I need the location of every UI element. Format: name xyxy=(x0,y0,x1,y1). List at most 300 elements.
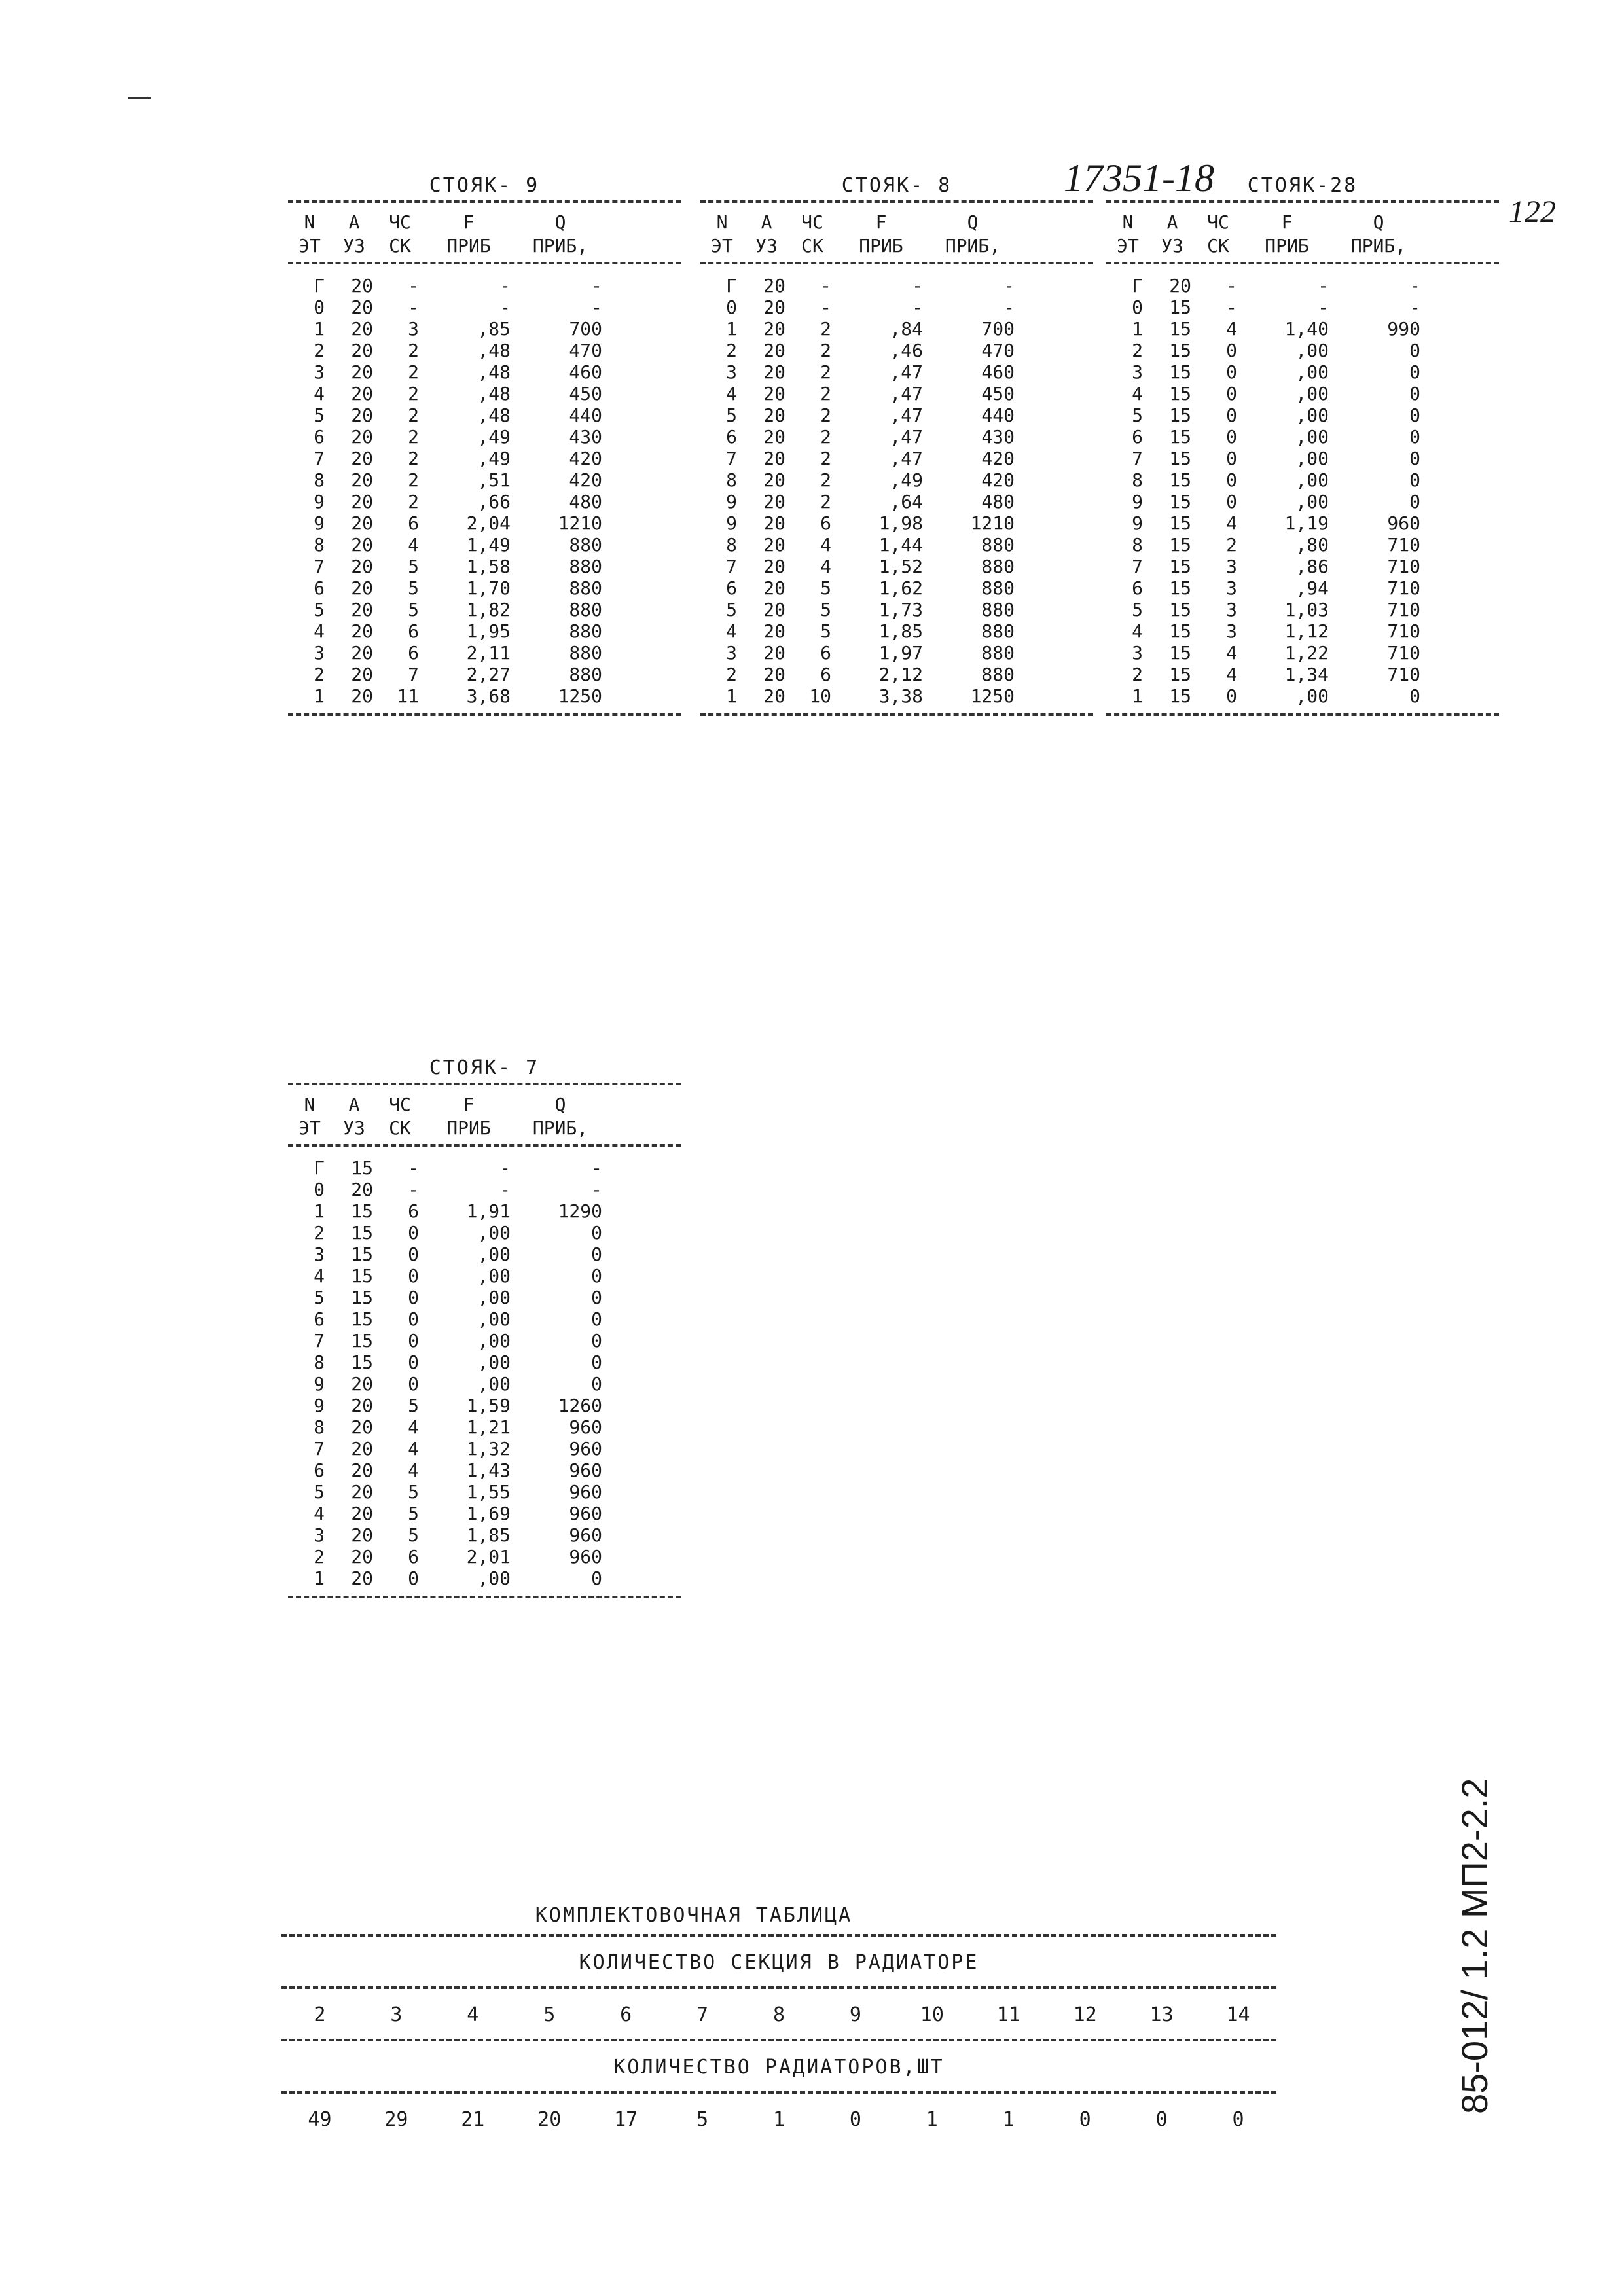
cell-node: 20 xyxy=(763,426,785,448)
cell-sections: 0 xyxy=(408,1222,419,1244)
column-header: ПРИБ, xyxy=(532,1117,588,1139)
cell-node: 15 xyxy=(351,1308,373,1330)
cell-node: 15 xyxy=(1169,534,1191,556)
column-header: ЧС xyxy=(1207,211,1229,233)
cell-heat: 880 xyxy=(569,599,602,620)
cell-sections: 5 xyxy=(820,599,831,620)
cell-floor: 3 xyxy=(314,361,325,383)
section-count-cell: 4 xyxy=(467,2003,479,2026)
cell-node: 15 xyxy=(1169,664,1191,685)
table-rule xyxy=(288,262,681,267)
cell-node: 20 xyxy=(763,577,785,599)
cell-sections: 4 xyxy=(1226,318,1237,340)
table-row xyxy=(288,491,681,512)
table-row xyxy=(288,577,681,599)
cell-heat: 0 xyxy=(1409,404,1420,426)
cell-floor: 2 xyxy=(314,1222,325,1244)
cell-floor: 3 xyxy=(1132,361,1143,383)
cell-floor: 5 xyxy=(314,1287,325,1308)
cell-sections: 0 xyxy=(1226,383,1237,404)
column-header: ЭТ xyxy=(298,235,321,257)
cell-floor: Г xyxy=(726,275,737,296)
cell-area: 1,40 xyxy=(1284,318,1329,340)
table-row xyxy=(288,1222,681,1244)
cell-area: 1,62 xyxy=(878,577,923,599)
cell-sections: 2 xyxy=(820,426,831,448)
cell-area: 1,58 xyxy=(466,556,511,577)
cell-sections: 6 xyxy=(408,1200,419,1222)
column-header: А xyxy=(761,211,772,233)
cell-area: 1,85 xyxy=(878,620,923,642)
cell-sections: 2 xyxy=(1226,534,1237,556)
cell-heat: - xyxy=(591,1157,602,1179)
section-count-cell: 13 xyxy=(1149,2003,1174,2026)
cell-node: 15 xyxy=(351,1265,373,1287)
cell-sections: 4 xyxy=(408,1460,419,1481)
cell-sections: 2 xyxy=(408,404,419,426)
kit-rule xyxy=(281,1934,1276,1939)
table-row xyxy=(288,1265,681,1287)
table-row xyxy=(288,1179,681,1200)
cell-sections: 6 xyxy=(408,642,419,664)
cell-node: 20 xyxy=(351,664,373,685)
cell-area: ,47 xyxy=(890,426,923,448)
section-count-cell: 6 xyxy=(620,2003,632,2026)
cell-area: - xyxy=(1318,275,1329,296)
cell-sections: 0 xyxy=(1226,361,1237,383)
radiator-count-cell: 0 xyxy=(849,2108,861,2131)
cell-sections: 0 xyxy=(1226,491,1237,512)
cell-node: 15 xyxy=(1169,318,1191,340)
cell-floor: 9 xyxy=(726,491,737,512)
cell-node: 20 xyxy=(351,1460,373,1481)
cell-floor: 3 xyxy=(314,642,325,664)
table-row xyxy=(700,275,1093,296)
cell-area: ,00 xyxy=(1295,426,1329,448)
cell-heat: 420 xyxy=(981,448,1015,469)
table-row xyxy=(288,599,681,620)
cell-heat: 0 xyxy=(1409,340,1420,361)
cell-floor: 3 xyxy=(314,1244,325,1265)
cell-heat: 880 xyxy=(569,534,602,556)
column-header: СК xyxy=(1207,235,1229,257)
riser-table-8 xyxy=(700,171,1093,719)
cell-heat: 0 xyxy=(591,1568,602,1589)
table-row xyxy=(1106,404,1499,426)
cell-area: 1,98 xyxy=(878,512,923,534)
column-header: F xyxy=(463,1094,475,1115)
cell-heat: 1260 xyxy=(558,1395,602,1416)
cell-heat: 420 xyxy=(569,448,602,469)
cell-heat: 710 xyxy=(1387,577,1420,599)
cell-node: 20 xyxy=(351,642,373,664)
cell-floor: 6 xyxy=(314,1308,325,1330)
table-row xyxy=(700,361,1093,383)
cell-node: 15 xyxy=(1169,556,1191,577)
cell-floor: 7 xyxy=(314,448,325,469)
cell-area: ,00 xyxy=(477,1244,511,1265)
cell-floor: 7 xyxy=(1132,556,1143,577)
cell-sections: 4 xyxy=(408,1416,419,1438)
cell-node: 15 xyxy=(351,1200,373,1222)
cell-area: 1,12 xyxy=(1284,620,1329,642)
cell-heat: 0 xyxy=(591,1244,602,1265)
kit-rule xyxy=(281,2091,1276,2096)
section-count-cell: 2 xyxy=(314,2003,326,2026)
cell-heat: 880 xyxy=(569,664,602,685)
cell-heat: 880 xyxy=(981,534,1015,556)
cell-heat: - xyxy=(1003,296,1015,318)
cell-floor: 2 xyxy=(314,664,325,685)
column-header: ПРИБ xyxy=(859,235,903,257)
cell-heat: 480 xyxy=(569,491,602,512)
cell-sections: 2 xyxy=(820,383,831,404)
cell-heat: 990 xyxy=(1387,318,1420,340)
cell-node: 20 xyxy=(351,275,373,296)
cell-area: ,51 xyxy=(477,469,511,491)
cell-floor: 2 xyxy=(726,664,737,685)
cell-node: 15 xyxy=(1169,296,1191,318)
cell-node: 15 xyxy=(351,1352,373,1373)
cell-sections: - xyxy=(820,296,831,318)
cell-node: 15 xyxy=(1169,642,1191,664)
cell-node: 20 xyxy=(351,448,373,469)
cell-heat: 710 xyxy=(1387,534,1420,556)
radiator-count-cell: 1 xyxy=(1002,2108,1015,2131)
section-count-cell: 11 xyxy=(996,2003,1020,2026)
cell-sections: - xyxy=(820,275,831,296)
table-row xyxy=(700,383,1093,404)
cell-area: ,00 xyxy=(1295,340,1329,361)
table-row xyxy=(288,1503,681,1524)
radiator-count-cell: 17 xyxy=(614,2108,638,2131)
cell-heat: 880 xyxy=(569,620,602,642)
table-row xyxy=(288,404,681,426)
cell-area: 1,32 xyxy=(466,1438,511,1460)
column-header: УЗ xyxy=(755,235,778,257)
cell-node: 20 xyxy=(763,685,785,707)
document-code-vertical: 85-012/ 1.2 МП2-2.2 xyxy=(1454,1778,1495,2114)
column-header: N xyxy=(1122,211,1134,233)
cell-heat: 470 xyxy=(981,340,1015,361)
column-header: А xyxy=(348,1094,360,1115)
kit-table xyxy=(281,1901,1276,2140)
table-row xyxy=(288,448,681,469)
cell-node: 20 xyxy=(763,361,785,383)
cell-node: 20 xyxy=(351,469,373,491)
cell-floor: 1 xyxy=(314,1200,325,1222)
radiator-count-cell: 20 xyxy=(537,2108,562,2131)
cell-area: ,00 xyxy=(1295,685,1329,707)
riser-title: СТОЯК-28 xyxy=(1247,174,1358,197)
table-rule xyxy=(288,1144,681,1149)
cell-area: 1,91 xyxy=(466,1200,511,1222)
cell-node: 20 xyxy=(351,1179,373,1200)
cell-node: 20 xyxy=(351,318,373,340)
cell-heat: 960 xyxy=(569,1416,602,1438)
cell-area: ,00 xyxy=(1295,361,1329,383)
cell-area: 1,70 xyxy=(466,577,511,599)
table-row xyxy=(288,275,681,296)
cell-sections: 3 xyxy=(1226,556,1237,577)
table-row xyxy=(1106,383,1499,404)
cell-area: ,49 xyxy=(477,448,511,469)
cell-sections: 6 xyxy=(820,512,831,534)
cell-area: - xyxy=(499,1179,511,1200)
table-row xyxy=(288,1244,681,1265)
column-header-row xyxy=(700,211,1093,234)
radiators-label: КОЛИЧЕСТВО РАДИАТОРОВ,ШТ xyxy=(613,2056,945,2079)
cell-node: 20 xyxy=(351,534,373,556)
column-header: N xyxy=(304,211,316,233)
sheet-number: 122 xyxy=(1509,194,1556,229)
cell-sections: 2 xyxy=(408,426,419,448)
cell-area: ,00 xyxy=(1295,469,1329,491)
cell-node: 20 xyxy=(351,491,373,512)
table-row xyxy=(700,404,1093,426)
cell-floor: 9 xyxy=(314,1373,325,1395)
cell-sections: 0 xyxy=(408,1373,419,1395)
table-row xyxy=(288,426,681,448)
cell-sections: 6 xyxy=(408,512,419,534)
cell-heat: 0 xyxy=(591,1308,602,1330)
cell-area: ,84 xyxy=(890,318,923,340)
column-header-row xyxy=(1106,234,1499,258)
cell-floor: 5 xyxy=(1132,599,1143,620)
cell-area: ,48 xyxy=(477,404,511,426)
table-row xyxy=(288,1373,681,1395)
kit-table-title: КОМПЛЕКТОВОЧНАЯ ТАБЛИЦА xyxy=(535,1904,853,1927)
table-row xyxy=(288,1308,681,1330)
cell-sections: 4 xyxy=(820,534,831,556)
table-row xyxy=(700,534,1093,556)
cell-sections: 3 xyxy=(1226,599,1237,620)
cell-floor: 6 xyxy=(314,426,325,448)
table-row xyxy=(288,1438,681,1460)
cell-node: 20 xyxy=(351,1503,373,1524)
table-row xyxy=(288,512,681,534)
cell-node: 15 xyxy=(1169,426,1191,448)
cell-area: ,94 xyxy=(1295,577,1329,599)
table-row xyxy=(288,1287,681,1308)
table-row xyxy=(700,556,1093,577)
cell-heat: 880 xyxy=(569,577,602,599)
column-header: СК xyxy=(389,235,411,257)
table-row xyxy=(700,296,1093,318)
cell-node: 15 xyxy=(1169,577,1191,599)
table-row xyxy=(288,296,681,318)
cell-area: 1,19 xyxy=(1284,512,1329,534)
table-row xyxy=(1106,469,1499,491)
cell-floor: 8 xyxy=(314,1352,325,1373)
radiator-count-cell: 0 xyxy=(1232,2108,1244,2131)
kit-rule xyxy=(281,1986,1276,1992)
cell-node: 20 xyxy=(351,577,373,599)
cell-node: 20 xyxy=(763,491,785,512)
cell-node: 20 xyxy=(351,599,373,620)
cell-node: 20 xyxy=(351,1395,373,1416)
cell-node: 20 xyxy=(763,620,785,642)
cell-node: 20 xyxy=(763,534,785,556)
cell-sections: 4 xyxy=(408,1438,419,1460)
margin-dash xyxy=(128,97,151,99)
cell-floor: 2 xyxy=(314,340,325,361)
cell-floor: 5 xyxy=(726,599,737,620)
cell-area: 2,27 xyxy=(466,664,511,685)
cell-heat: 710 xyxy=(1387,556,1420,577)
cell-sections: 5 xyxy=(820,577,831,599)
cell-heat: 960 xyxy=(569,1438,602,1460)
cell-heat: 960 xyxy=(569,1460,602,1481)
cell-heat: 0 xyxy=(1409,469,1420,491)
cell-sections: 5 xyxy=(408,577,419,599)
cell-floor: 1 xyxy=(314,318,325,340)
cell-area: ,48 xyxy=(477,383,511,404)
table-row xyxy=(700,426,1093,448)
section-count-cell: 10 xyxy=(920,2003,944,2026)
cell-sections: 10 xyxy=(809,685,831,707)
cell-heat: 700 xyxy=(981,318,1015,340)
cell-node: 15 xyxy=(1169,361,1191,383)
cell-heat: 960 xyxy=(1387,512,1420,534)
table-row xyxy=(288,620,681,642)
cell-heat: 450 xyxy=(569,383,602,404)
cell-node: 20 xyxy=(1169,275,1191,296)
cell-sections: 6 xyxy=(408,1546,419,1568)
cell-area: - xyxy=(912,296,923,318)
cell-node: 15 xyxy=(351,1330,373,1352)
cell-area: ,00 xyxy=(477,1222,511,1244)
cell-sections: 2 xyxy=(408,491,419,512)
cell-heat: 1250 xyxy=(558,685,602,707)
cell-area: ,49 xyxy=(477,426,511,448)
cell-heat: 0 xyxy=(1409,383,1420,404)
sections-label: КОЛИЧЕСТВО СЕКЦИЯ В РАДИАТОРЕ xyxy=(579,1951,979,1974)
cell-heat: 880 xyxy=(981,577,1015,599)
table-rule xyxy=(288,200,681,206)
column-header: ПРИБ xyxy=(446,235,491,257)
cell-area: 1,22 xyxy=(1284,642,1329,664)
cell-heat: 1290 xyxy=(558,1200,602,1222)
cell-heat: 960 xyxy=(569,1503,602,1524)
cell-floor: 8 xyxy=(314,469,325,491)
column-header: F xyxy=(875,211,887,233)
column-header: ПРИБ, xyxy=(945,235,1001,257)
cell-area: ,00 xyxy=(1295,491,1329,512)
cell-heat: 0 xyxy=(591,1287,602,1308)
cell-floor: 2 xyxy=(1132,664,1143,685)
radiator-count-cell: 5 xyxy=(696,2108,709,2131)
cell-node: 20 xyxy=(763,340,785,361)
section-count-cell: 5 xyxy=(543,2003,556,2026)
table-row xyxy=(288,318,681,340)
cell-area: - xyxy=(499,1157,511,1179)
cell-node: 15 xyxy=(351,1222,373,1244)
cell-sections: 2 xyxy=(820,491,831,512)
cell-heat: 0 xyxy=(1409,448,1420,469)
cell-sections: 6 xyxy=(820,664,831,685)
cell-sections: 4 xyxy=(408,534,419,556)
table-row xyxy=(288,556,681,577)
cell-node: 20 xyxy=(763,318,785,340)
cell-node: 20 xyxy=(351,383,373,404)
table-rule xyxy=(700,200,1093,206)
cell-heat: 880 xyxy=(569,556,602,577)
cell-area: 1,85 xyxy=(466,1524,511,1546)
riser-title: СТОЯК- 7 xyxy=(429,1056,540,1079)
cell-sections: 5 xyxy=(408,1524,419,1546)
cell-sections: 2 xyxy=(408,340,419,361)
cell-floor: 8 xyxy=(1132,534,1143,556)
section-count-cell: 9 xyxy=(849,2003,861,2026)
cell-node: 20 xyxy=(763,664,785,685)
cell-area: ,46 xyxy=(890,340,923,361)
radiator-count-cell: 0 xyxy=(1079,2108,1091,2131)
cell-sections: 2 xyxy=(820,469,831,491)
table-row xyxy=(1106,448,1499,469)
cell-floor: 9 xyxy=(314,491,325,512)
riser-table-9 xyxy=(288,171,681,719)
table-row xyxy=(288,340,681,361)
table-row xyxy=(288,1481,681,1503)
cell-floor: 7 xyxy=(314,1438,325,1460)
cell-sections: 0 xyxy=(408,1287,419,1308)
cell-floor: 0 xyxy=(314,296,325,318)
cell-heat: 420 xyxy=(569,469,602,491)
cell-floor: 5 xyxy=(314,1481,325,1503)
cell-node: 15 xyxy=(1169,340,1191,361)
cell-area: 1,52 xyxy=(878,556,923,577)
cell-sections: 2 xyxy=(820,448,831,469)
cell-sections: - xyxy=(408,1179,419,1200)
cell-node: 20 xyxy=(351,512,373,534)
table-row xyxy=(288,361,681,383)
cell-heat: 0 xyxy=(591,1352,602,1373)
cell-area: ,48 xyxy=(477,361,511,383)
radiator-count-cell: 49 xyxy=(308,2108,332,2131)
cell-area: ,80 xyxy=(1295,534,1329,556)
column-header: N xyxy=(304,1094,316,1115)
cell-floor: 1 xyxy=(726,318,737,340)
cell-floor: 1 xyxy=(314,1568,325,1589)
table-row xyxy=(700,512,1093,534)
cell-sections: 2 xyxy=(820,340,831,361)
table-rule xyxy=(288,713,681,719)
cell-sections: 2 xyxy=(820,361,831,383)
cell-floor: 7 xyxy=(726,448,737,469)
cell-area: 2,04 xyxy=(466,512,511,534)
cell-node: 20 xyxy=(763,512,785,534)
cell-sections: 2 xyxy=(408,448,419,469)
column-header: ЧС xyxy=(801,211,823,233)
cell-area: ,00 xyxy=(477,1352,511,1373)
cell-heat: 710 xyxy=(1387,620,1420,642)
table-row xyxy=(288,383,681,404)
table-row xyxy=(700,469,1093,491)
cell-floor: 8 xyxy=(726,469,737,491)
cell-floor: 2 xyxy=(726,340,737,361)
section-count-cell: 7 xyxy=(696,2003,709,2026)
cell-floor: 2 xyxy=(1132,340,1143,361)
cell-heat: 880 xyxy=(981,556,1015,577)
cell-node: 20 xyxy=(351,1416,373,1438)
cell-floor: 8 xyxy=(1132,469,1143,491)
table-row xyxy=(288,1352,681,1373)
table-rule xyxy=(1106,262,1499,267)
column-header: Q xyxy=(1373,211,1384,233)
cell-heat: - xyxy=(1003,275,1015,296)
cell-floor: 8 xyxy=(726,534,737,556)
